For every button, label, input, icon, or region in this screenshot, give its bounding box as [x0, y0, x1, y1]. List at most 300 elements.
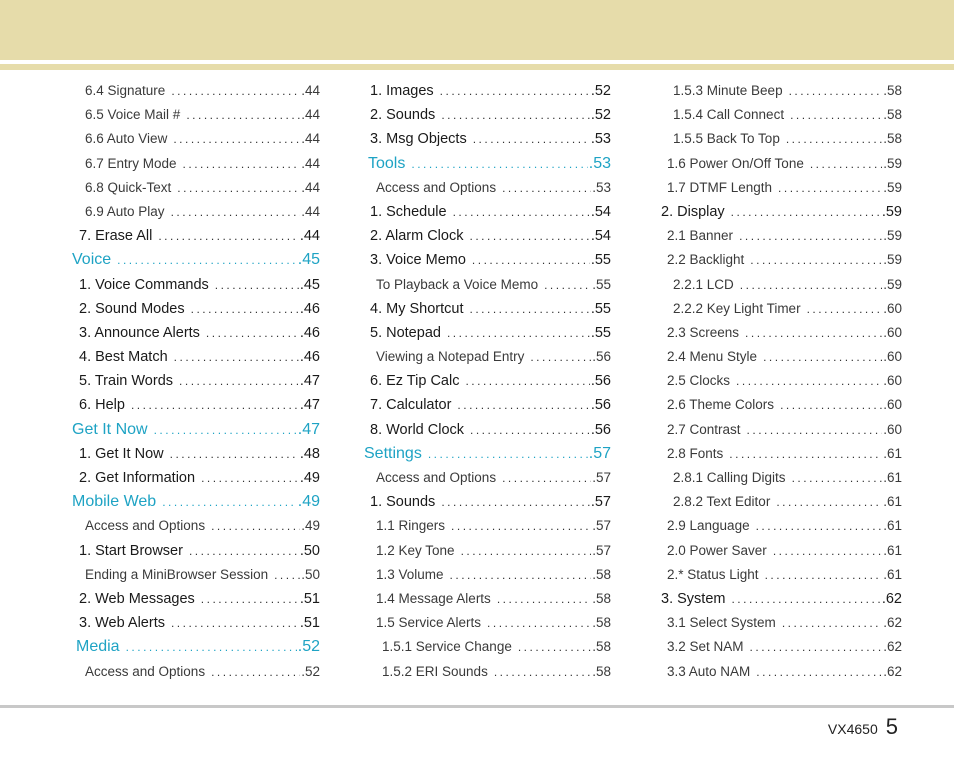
toc-entry-page: .58 [592, 590, 611, 606]
toc-entry-title: 2.0 Power Saver [667, 539, 773, 563]
toc-entry-title: 4. My Shortcut [370, 297, 469, 321]
toc-entry-title: 6.7 Entry Mode [85, 152, 183, 176]
dot-leader [171, 611, 299, 635]
dot-leader [518, 635, 591, 659]
toc-entry [661, 393, 902, 417]
toc-entry [364, 369, 611, 393]
dot-leader [530, 345, 591, 369]
dot-leader [441, 490, 590, 514]
toc-entry [72, 103, 320, 127]
toc-entry-page: .50 [301, 566, 320, 582]
toc-entry [364, 127, 611, 151]
toc-entry-title: Access and Options [376, 466, 502, 490]
dot-leader [428, 442, 588, 466]
toc-entry-title: 1.4 Message Alerts [376, 587, 497, 611]
toc-entry [364, 514, 611, 538]
toc-entry [72, 273, 320, 297]
toc-entry [364, 490, 611, 514]
dot-leader [544, 273, 591, 297]
toc-entry-title: 3. Announce Alerts [79, 321, 206, 345]
toc-entry [364, 273, 611, 297]
toc-entry [661, 297, 902, 321]
toc-entry-page: .56 [590, 421, 611, 438]
toc-entry-title: 2. Alarm Clock [370, 224, 469, 248]
toc-entry-title: 2.2.2 Key Light Timer [673, 297, 807, 321]
toc-entry [364, 587, 611, 611]
toc-entry-title: 6.6 Auto View [85, 127, 173, 151]
dot-leader [206, 321, 299, 345]
dot-leader [469, 297, 589, 321]
dot-leader [154, 418, 297, 442]
toc-entry [364, 345, 611, 369]
toc-entry-title: 7. Erase All [79, 224, 158, 248]
toc-entry-page: .44 [301, 179, 320, 195]
toc-entry-page: .59 [881, 203, 902, 220]
dot-leader [747, 418, 883, 442]
toc-entry-title: 3. Web Alerts [79, 611, 171, 635]
dot-leader [786, 127, 882, 151]
header-band [0, 0, 954, 60]
toc-entry [72, 345, 320, 369]
toc-entry-page: .44 [301, 83, 320, 98]
toc-entry-page: .59 [883, 252, 902, 268]
dot-leader [487, 611, 591, 635]
dot-leader [790, 103, 882, 127]
toc-entry-page: .61 [883, 542, 902, 558]
toc-entry [661, 248, 902, 272]
toc-entry-title: 2.8 Fonts [667, 442, 729, 466]
dot-leader [470, 418, 590, 442]
toc-entry-page: .45 [297, 251, 320, 269]
toc-entry [72, 297, 320, 321]
toc-entry [661, 490, 902, 514]
dot-leader [211, 660, 300, 684]
toc-entry-page: .62 [883, 639, 902, 655]
toc-entry-page: .58 [592, 639, 611, 655]
dot-leader [750, 635, 883, 659]
dot-leader [792, 466, 883, 490]
toc-entry [364, 297, 611, 321]
dot-leader [756, 514, 883, 538]
toc-entry-title: 1.2 Key Tone [376, 539, 461, 563]
toc-entry-page: .44 [299, 228, 320, 245]
toc-entry-title: 2.2.1 LCD [673, 273, 740, 297]
toc-entry-page: .44 [301, 131, 320, 147]
toc-entry [72, 660, 320, 684]
toc-entry-title: 3. Voice Memo [370, 248, 472, 272]
dot-leader [170, 442, 299, 466]
toc-entry-title: 2.9 Language [667, 514, 756, 538]
toc-entry-title: 3. System [661, 587, 731, 611]
dot-leader [502, 176, 591, 200]
toc-entry-page: .62 [883, 663, 902, 679]
toc-entry-title: 6. Help [79, 393, 131, 417]
toc-entry-title: 2.6 Theme Colors [667, 393, 780, 417]
toc-entry-page: .60 [883, 300, 902, 316]
toc-entry-title: Get It Now [72, 418, 154, 442]
toc-entry-page: .53 [590, 131, 611, 148]
toc-entry-page: .51 [299, 590, 320, 607]
toc-entry-page: .45 [299, 276, 320, 293]
toc-entry [72, 200, 320, 224]
toc-entry-title: 6. Ez Tip Calc [370, 369, 465, 393]
dot-leader [174, 345, 299, 369]
dot-leader [473, 127, 590, 151]
toc-entry-page: .58 [592, 566, 611, 582]
dot-leader [739, 224, 882, 248]
dot-leader [131, 393, 299, 417]
toc-entry-page: .59 [883, 276, 902, 292]
toc-entry-page: .55 [590, 300, 611, 317]
toc-entry-title: 2. Web Messages [79, 587, 201, 611]
toc-entry-page: .58 [883, 83, 902, 98]
toc-entry-title: 1. Images [370, 79, 440, 103]
toc-entry-title: 6.8 Quick-Text [85, 176, 177, 200]
dot-leader [183, 152, 301, 176]
toc-entry-title: 5. Notepad [370, 321, 447, 345]
toc-entry-page: .60 [883, 373, 902, 389]
dot-leader [778, 176, 882, 200]
toc-entry-title: Viewing a Notepad Entry [376, 345, 530, 369]
toc-entry-page: .50 [299, 542, 320, 559]
toc-entry-page: .52 [297, 638, 320, 656]
dot-leader [776, 490, 882, 514]
toc-entry-page: .44 [301, 203, 320, 219]
toc-entry [661, 321, 902, 345]
dot-leader [126, 635, 297, 659]
toc-entry-page: .62 [883, 615, 902, 631]
dot-leader [780, 393, 882, 417]
toc-entry [364, 466, 611, 490]
toc-entry-title: 3. Msg Objects [370, 127, 473, 151]
toc-entry [72, 466, 320, 490]
toc-entry [364, 176, 611, 200]
toc-entry-page: .57 [592, 518, 611, 534]
dot-leader [807, 297, 883, 321]
toc-entry [661, 466, 902, 490]
toc-entry-page: .57 [592, 542, 611, 558]
toc-entry-title: 2. Sound Modes [79, 297, 191, 321]
toc-entry [72, 442, 320, 466]
toc-entry-page: .51 [299, 615, 320, 632]
toc-entry [72, 152, 320, 176]
dot-leader [763, 345, 882, 369]
toc-entry-title: 2.3 Screens [667, 321, 745, 345]
dot-leader [472, 248, 590, 272]
toc-entry [72, 321, 320, 345]
toc-entry [661, 514, 902, 538]
dot-leader [731, 200, 881, 224]
toc-entry [661, 442, 902, 466]
toc-entry-title: 2. Get Information [79, 466, 201, 490]
toc-entry [72, 176, 320, 200]
toc-entry-page: .58 [592, 663, 611, 679]
toc-entry-page: .49 [301, 518, 320, 534]
toc-entry [661, 273, 902, 297]
dot-leader [117, 248, 297, 272]
toc-entry-page: .52 [590, 107, 611, 124]
toc-entry-title: 2.7 Contrast [667, 418, 747, 442]
toc-entry-page: .58 [883, 107, 902, 123]
page-footer [828, 714, 898, 740]
toc-entry-page: .53 [588, 154, 611, 172]
toc-entry [72, 539, 320, 563]
toc-entry [661, 563, 902, 587]
page-number: 5 [885, 714, 898, 739]
toc-entry-page: .61 [883, 494, 902, 510]
footer-rule [0, 705, 954, 708]
dot-leader [201, 587, 299, 611]
toc-entry-title: 1. Voice Commands [79, 273, 215, 297]
dot-leader [447, 321, 590, 345]
dot-leader [211, 514, 300, 538]
toc-entry [72, 79, 320, 103]
toc-entry-title: 1.5.1 Service Change [382, 635, 518, 659]
toc-entry [364, 611, 611, 635]
header-stripe [0, 64, 954, 70]
toc-entry-page: .55 [592, 276, 611, 292]
toc-entry-page: .58 [592, 615, 611, 631]
dot-leader [789, 79, 883, 103]
toc-entry-title: To Playback a Voice Memo [376, 273, 544, 297]
toc-entry-page: .55 [590, 324, 611, 341]
toc-entry-page: .60 [883, 397, 902, 413]
toc-entry-title: 7. Calculator [370, 393, 457, 417]
toc-entry-page: .58 [883, 131, 902, 147]
toc-entry-page: .62 [881, 590, 902, 607]
toc-entry [364, 103, 611, 127]
toc-entry [72, 611, 320, 635]
toc-entry-page: .53 [592, 179, 611, 195]
toc-entry-page: .52 [301, 663, 320, 679]
toc-entry [661, 418, 902, 442]
dot-leader [171, 79, 300, 103]
dot-leader [765, 563, 883, 587]
toc-column-1 [72, 79, 320, 684]
toc-entry [661, 611, 902, 635]
dot-leader [441, 103, 590, 127]
toc-entry [364, 200, 611, 224]
toc-entry-title: 3.1 Select System [667, 611, 782, 635]
toc-entry-title: 2.5 Clocks [667, 369, 736, 393]
toc-entry-title: Access and Options [376, 176, 502, 200]
toc-entry-page: .61 [883, 445, 902, 461]
toc-entry-title: 2.* Status Light [667, 563, 765, 587]
toc-entry-page: .44 [301, 155, 320, 171]
dot-leader [750, 248, 882, 272]
toc-entry-title: Settings [364, 442, 428, 466]
dot-leader [736, 369, 882, 393]
dot-leader [461, 539, 592, 563]
toc-entry [661, 200, 902, 224]
model-name: VX4650 [827, 721, 878, 737]
toc-entry-page: .44 [301, 107, 320, 123]
toc-entry-page: .60 [883, 349, 902, 365]
toc-entry-title: 3.3 Auto NAM [667, 660, 756, 684]
toc-entry-page: .46 [299, 349, 320, 366]
dot-leader [179, 369, 299, 393]
dot-leader [729, 442, 882, 466]
toc-entry-page: .56 [590, 397, 611, 414]
toc-entry-title: 1.5.4 Call Connect [673, 103, 790, 127]
toc-entry [661, 103, 902, 127]
toc-entry-title: 2. Sounds [370, 103, 441, 127]
toc-entry [72, 514, 320, 538]
toc-entry-title: 4. Best Match [79, 345, 174, 369]
toc-entry-page: .61 [883, 518, 902, 534]
toc-entry-page: .61 [883, 566, 902, 582]
toc-entry-title: Ending a MiniBrowser Session [85, 563, 274, 587]
toc-entry-title: 5. Train Words [79, 369, 179, 393]
dot-leader [191, 297, 299, 321]
toc-entry-page: .59 [883, 179, 902, 195]
dot-leader [451, 514, 591, 538]
toc-entry-title: 1.5.2 ERI Sounds [382, 660, 494, 684]
toc-entry-page: .54 [590, 203, 611, 220]
dot-leader [440, 79, 590, 103]
toc-entry-title: 2.8.2 Text Editor [673, 490, 776, 514]
toc-column-3 [661, 79, 902, 684]
dot-leader [411, 152, 587, 176]
dot-leader [189, 539, 299, 563]
toc-entry-page: .61 [883, 470, 902, 485]
toc-entry-page: .47 [299, 373, 320, 390]
toc-entry [661, 660, 902, 684]
toc-entry-page: .59 [883, 228, 902, 244]
toc-entry [72, 224, 320, 248]
toc-entry [364, 224, 611, 248]
toc-entry [364, 635, 611, 659]
toc-entry-page: .60 [883, 421, 902, 437]
dot-leader [494, 660, 591, 684]
toc-entry [364, 248, 611, 272]
toc-entry [661, 635, 902, 659]
toc-entry-page: .57 [588, 444, 611, 462]
toc-entry-title: 1.3 Volume [376, 563, 450, 587]
toc-entry-title: 1.5.3 Minute Beep [673, 79, 789, 103]
toc-entry [72, 563, 320, 587]
toc-entry-title: 2.2 Backlight [667, 248, 750, 272]
toc-entry-title: 6.5 Voice Mail # [85, 103, 186, 127]
toc-entry-title: 1. Sounds [370, 490, 441, 514]
toc-section-heading [72, 635, 320, 659]
toc-entry [364, 539, 611, 563]
dot-leader [502, 466, 591, 490]
toc-entry [364, 79, 611, 103]
toc-entry [364, 418, 611, 442]
dot-leader [171, 200, 301, 224]
toc-entry [72, 127, 320, 151]
dot-leader [745, 321, 882, 345]
toc-entry [364, 563, 611, 587]
dot-leader [782, 611, 882, 635]
toc-entry [661, 539, 902, 563]
dot-leader [274, 563, 300, 587]
toc-entry-page: .52 [590, 83, 611, 99]
toc-entry [661, 345, 902, 369]
toc-entry-page: .48 [299, 445, 320, 462]
toc-section-heading [364, 152, 611, 176]
toc-section-heading [364, 442, 611, 466]
toc-entry [661, 224, 902, 248]
toc-entry [661, 587, 902, 611]
dot-leader [731, 587, 880, 611]
toc-column-2 [364, 79, 611, 684]
dot-leader [215, 273, 299, 297]
toc-entry-page: .56 [592, 349, 611, 365]
toc-entry-page: .49 [299, 470, 320, 486]
toc-entry-page: .57 [592, 470, 611, 485]
dot-leader [201, 466, 299, 490]
toc-entry-title: Voice [72, 248, 117, 272]
toc-entry-title: 2.1 Banner [667, 224, 739, 248]
toc-entry [661, 152, 902, 176]
toc-entry-title: 6.9 Auto Play [85, 200, 171, 224]
toc-entry-title: 1.5.5 Back To Top [673, 127, 786, 151]
toc-entry-title: 2. Display [661, 200, 731, 224]
toc-entry-page: .46 [299, 324, 320, 341]
toc-entry-title: 1. Start Browser [79, 539, 189, 563]
dot-leader [497, 587, 591, 611]
toc-entry-title: Tools [368, 152, 411, 176]
toc-entry [364, 660, 611, 684]
toc-entry-title: Mobile Web [72, 490, 162, 514]
toc-entry [661, 176, 902, 200]
dot-leader [465, 369, 589, 393]
toc-entry-title: 2.8.1 Calling Digits [673, 466, 792, 490]
toc-entry-page: .55 [590, 252, 611, 269]
toc-entry-page: .54 [590, 228, 611, 245]
toc-entry-title: Access and Options [85, 660, 211, 684]
toc-entry [661, 79, 902, 103]
dot-leader [158, 224, 298, 248]
toc-entry-page: .59 [883, 155, 902, 171]
dot-leader [162, 490, 297, 514]
dot-leader [740, 273, 882, 297]
dot-leader [810, 152, 882, 176]
toc-entry [364, 321, 611, 345]
toc-entry [72, 369, 320, 393]
toc-entry [72, 587, 320, 611]
toc-section-heading [72, 248, 320, 272]
dot-leader [457, 393, 589, 417]
toc-section-heading [72, 490, 320, 514]
toc-entry-page: .57 [590, 494, 611, 511]
toc-entry-title: 1.7 DTMF Length [667, 176, 778, 200]
toc-entry-title: 1.6 Power On/Off Tone [667, 152, 810, 176]
toc-entry-page: .47 [299, 397, 320, 414]
dot-leader [450, 563, 592, 587]
dot-leader [469, 224, 589, 248]
dot-leader [453, 200, 590, 224]
toc-entry [364, 393, 611, 417]
toc-entry-title: 2.4 Menu Style [667, 345, 763, 369]
toc-entry-title: 1. Schedule [370, 200, 453, 224]
dot-leader [186, 103, 300, 127]
toc-entry [661, 127, 902, 151]
toc-entry-title: 3.2 Set NAM [667, 635, 750, 659]
toc-entry-title: Media [76, 635, 126, 659]
toc-entry [661, 369, 902, 393]
toc-entry-title: 1.5 Service Alerts [376, 611, 487, 635]
toc-entry-page: .60 [883, 324, 902, 340]
dot-leader [173, 127, 300, 151]
toc-section-heading [72, 418, 320, 442]
toc-entry-title: 1.1 Ringers [376, 514, 451, 538]
dot-leader [756, 660, 882, 684]
toc-entry-title: 8. World Clock [370, 418, 470, 442]
toc-entry-page: .56 [590, 373, 611, 390]
